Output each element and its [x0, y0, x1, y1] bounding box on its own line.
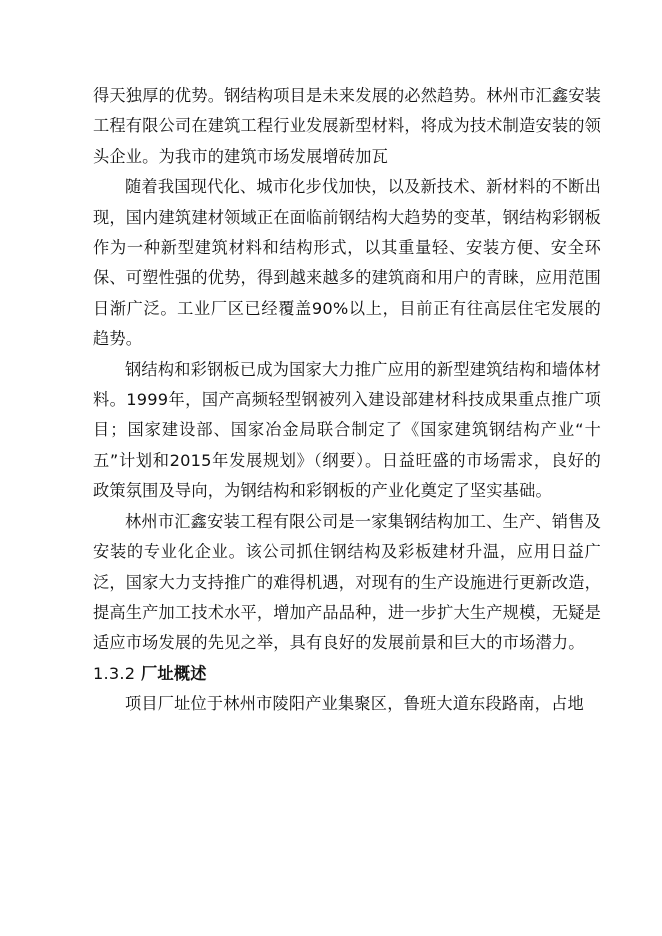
document-page — [93, 81, 601, 720]
body-paragraph-4: 林州市汇鑫安装工程有限公司是一家集钢结构加工、生产、销售及安装的专业化企业。该公司抓住钢结构及彩板建材升温，应用日益广泛，国家大力支持推广的难得机遇，对现有的生产设施进行更新改造，提高生产加工技术水平，增加产品品种，进一步扩大生产规模，无疑是适应市场发展的先见之举，具有良好的发展前景和巨大的市场潜力。 — [93, 511, 602, 653]
section-title: 厂址概述 — [141, 663, 207, 683]
body-paragraph-2: 随着我国现代化、城市化步伐加快，以及新技术、新材料的不断出现，国内建筑建材领域正在面临前钢结构大趋势的变革，钢结构彩钢板作为一种新型建筑材料和结构形式，以其重量轻、安装方便、安全环保、可塑性强的优势，得到越来越多的建筑商和用户的青睐，应用范围日渐广泛。工业厂区已经覆盖90%以上，目前正有往高层住宅发展的趋势。 — [93, 177, 602, 349]
body-paragraph-5: 项目厂址位于林州市陵阳产业集聚区，鲁班大道东段路南，占地 — [125, 694, 584, 714]
section-heading — [93, 659, 601, 689]
body-paragraph-3: 钢结构和彩钢板已成为国家大力推广应用的新型建筑结构和墙体材料。1999年，国产高频轻型钢被列入建设部建材科技成果重点推广项目；国家建设部、国家冶金局联合制定了《国家建筑钢结构产业“十五”计划和2015年发展规划》（纲要）。日益旺盛的市场需求，良好的政策氛围及导向，为钢结构和彩钢板的产业化奠定了坚实基础。 — [93, 359, 601, 501]
body-paragraph-1: 得天独厚的优势。钢结构项目是未来发展的必然趋势。林州市汇鑫安装工程有限公司在建筑工程行业发展新型材料，将成为技术制造安装的领头企业。为我市的建筑市场发展增砖加瓦 — [93, 86, 602, 166]
section-number: 1.3.2 — [93, 663, 136, 683]
